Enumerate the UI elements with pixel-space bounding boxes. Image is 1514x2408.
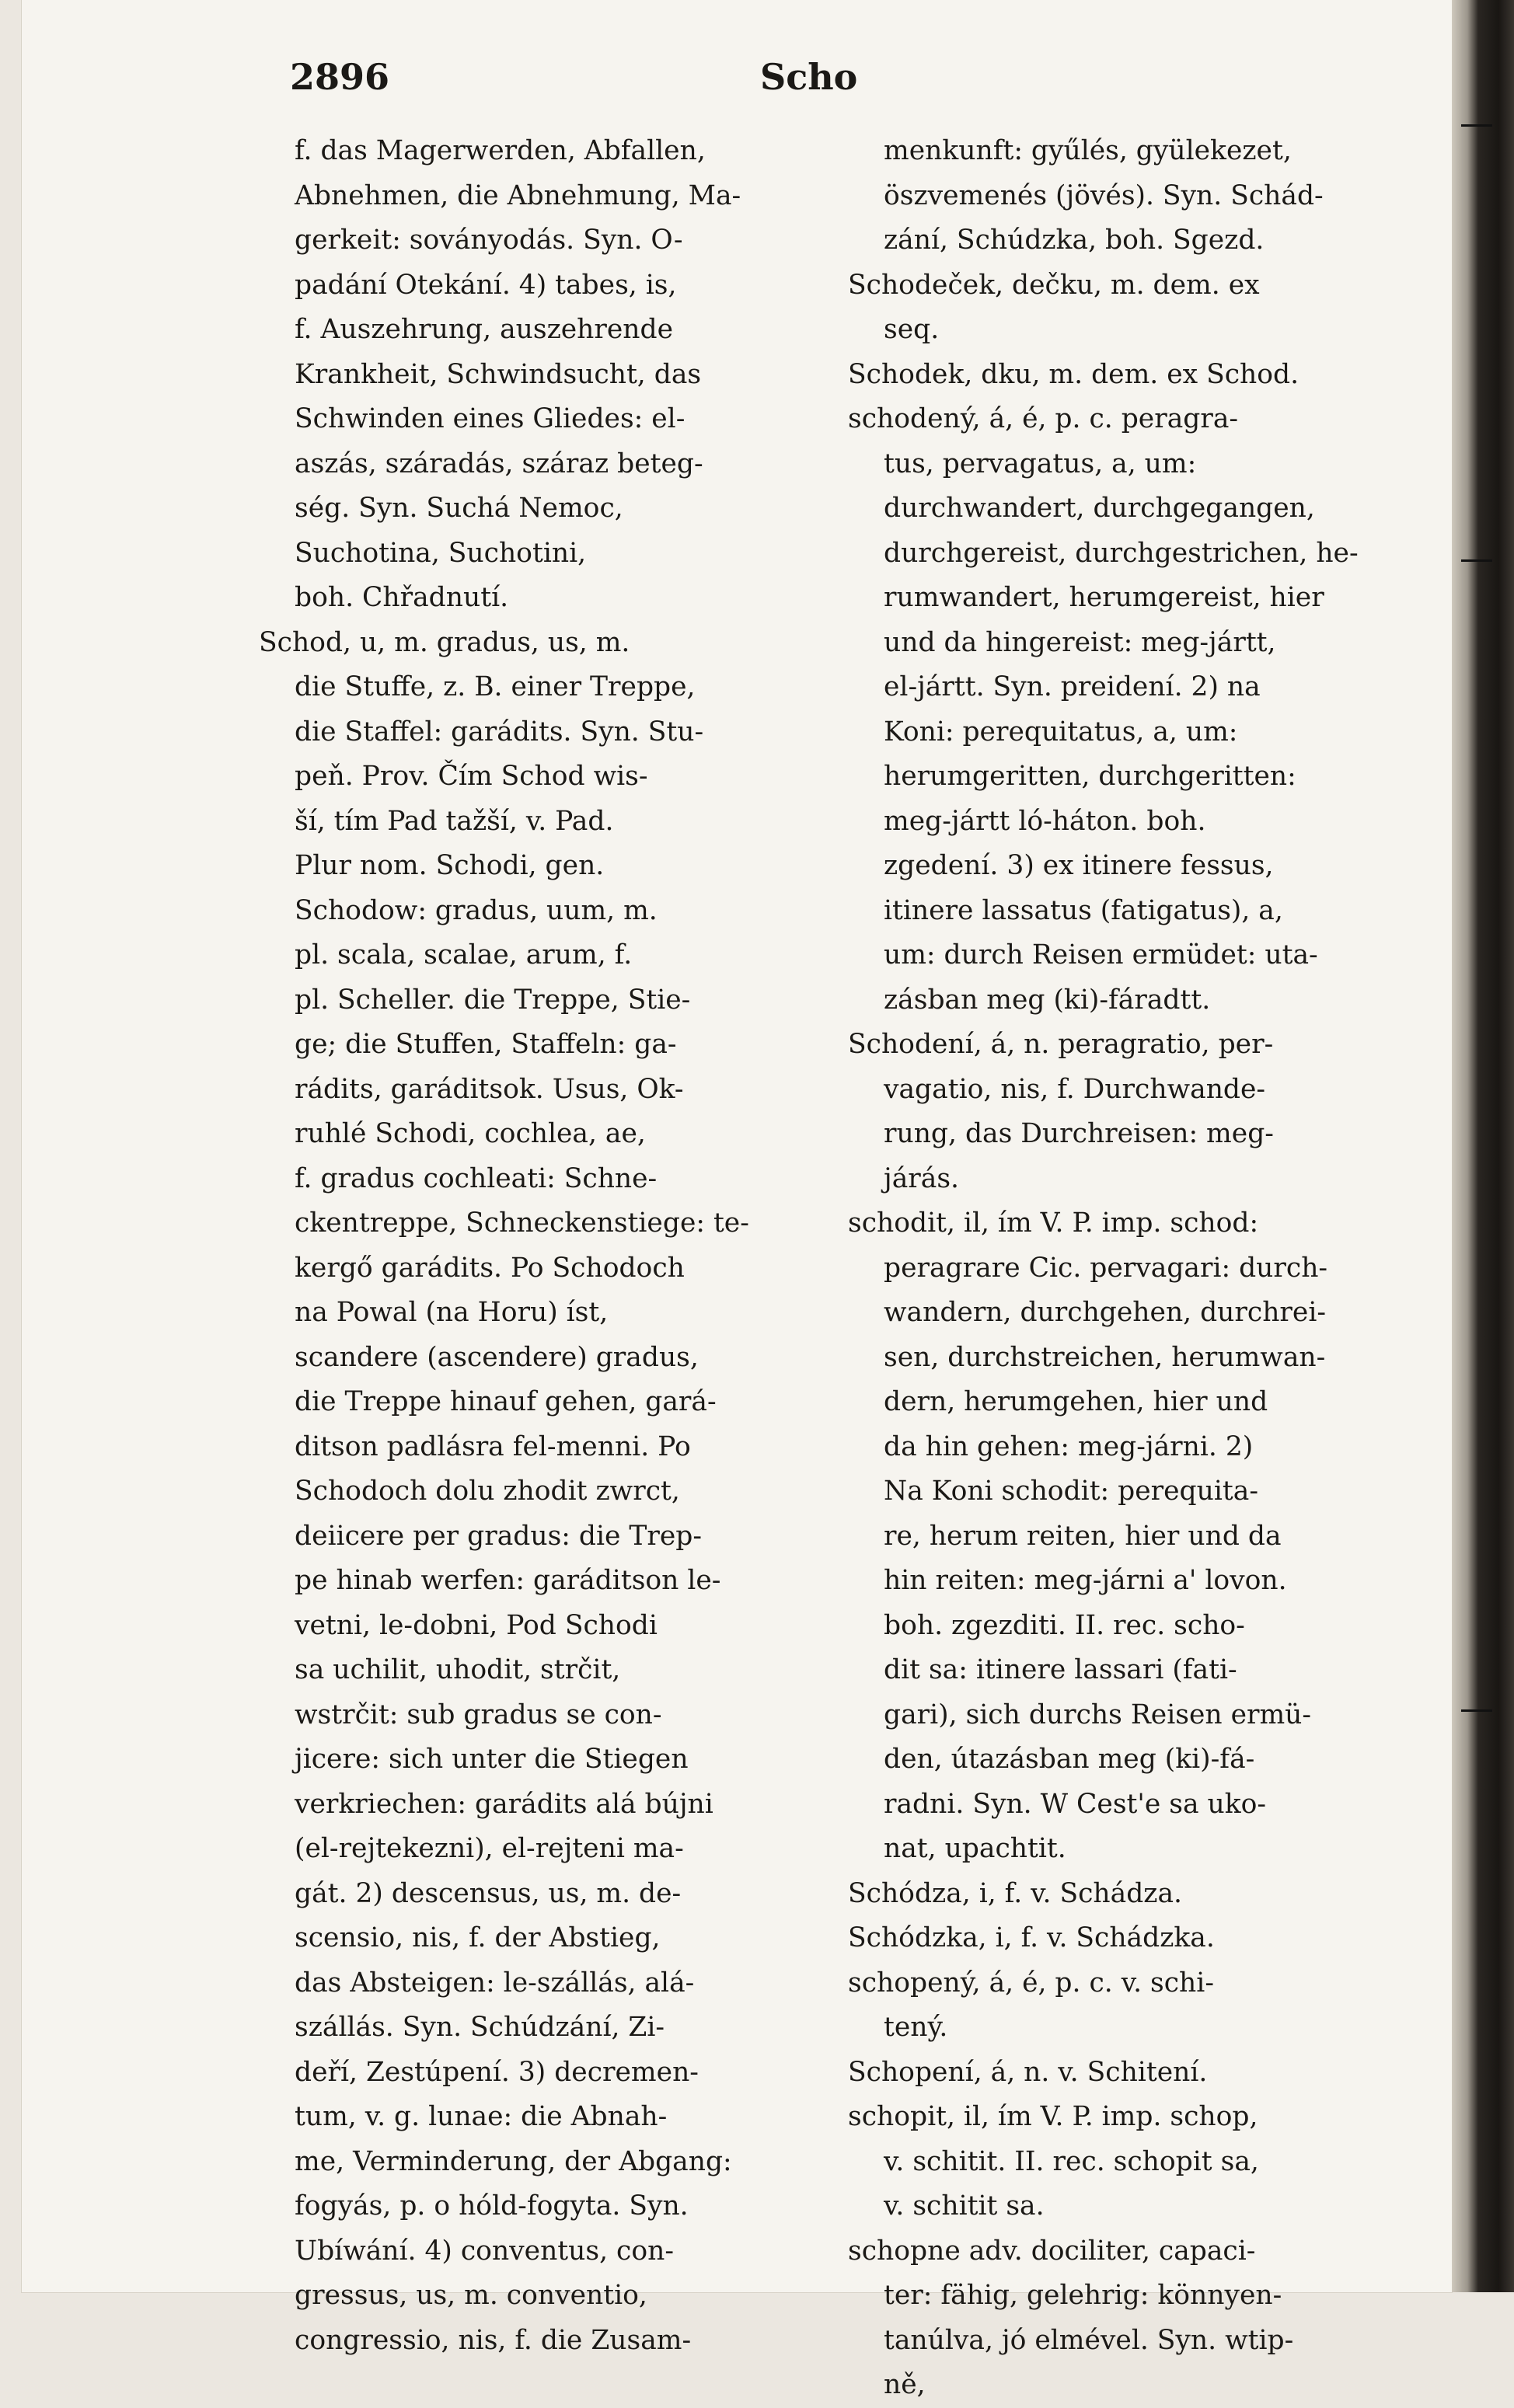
text-line: dit sa: itinere lassari (fati- (884, 1654, 1237, 1685)
text-line: f. das Magerwerden, Abfallen, (295, 135, 706, 166)
text-line: radni. Syn. W Cest'e sa uko- (884, 1788, 1267, 1820)
text-line: schopený, á, é, p. c. v. schi- (848, 1967, 1214, 1999)
text-line: Schwinden eines Gliedes: el- (295, 403, 685, 434)
text-line: járás. (884, 1162, 959, 1194)
text-line: gari), sich durchs Reisen ermü- (884, 1699, 1312, 1730)
text-line: wandern, durchgehen, durchrei- (884, 1297, 1327, 1328)
text-line: Ubíwání. 4) conventus, con- (295, 2235, 674, 2267)
text-line: Koni: perequitatus, a, um: (884, 716, 1238, 747)
text-line: und da hingereist: meg-jártt, (884, 626, 1276, 658)
text-line: öszvemenés (jövés). Syn. Schád- (884, 179, 1324, 211)
text-line: Krankheit, Schwindsucht, das (295, 358, 702, 390)
text-line: ter: fähig, gelehrig: könnyen- (884, 2280, 1282, 2311)
text-line: v. schitit. II. rec. schopit sa, (884, 2145, 1259, 2177)
text-line: Schodeček, dečku, m. dem. ex (848, 269, 1260, 301)
text-line: tanúlva, jó elmével. Syn. wtip- (884, 2324, 1294, 2356)
text-line: ší, tím Pad tažší, v. Pad. (295, 805, 614, 837)
text-line: v. schitit sa. (884, 2190, 1045, 2222)
text-line: scensio, nis, f. der Abstieg, (295, 1922, 661, 1953)
text-line: da hin gehen: meg-járni. 2) (884, 1431, 1254, 1462)
text-line: die Stuffe, z. B. einer Treppe, (295, 671, 696, 702)
text-line: szállás. Syn. Schúdzání, Zi- (295, 2012, 665, 2043)
text-line: nat, upachtit. (884, 1833, 1066, 1864)
text-line: rung, das Durchreisen: meg- (884, 1118, 1274, 1149)
edge-mark (1461, 124, 1492, 127)
text-line: menkunft: gyűlés, gyülekezet, (884, 135, 1292, 166)
text-line: Plur nom. Schodi, gen. (295, 850, 605, 881)
text-line: den, útazásban meg (ki)-fá- (884, 1744, 1255, 1775)
text-line: um: durch Reisen ermüdet: uta- (884, 939, 1318, 971)
text-line: itinere lassatus (fatigatus), a, (884, 894, 1283, 926)
running-head: Scho (760, 56, 858, 98)
text-line: ně, (884, 2369, 926, 2400)
text-line: schodený, á, é, p. c. peragra- (848, 403, 1239, 434)
text-line: ség. Syn. Suchá Nemoc, (295, 493, 623, 524)
text-line: zání, Schúdzka, boh. Sgezd. (884, 225, 1265, 256)
text-line: herumgeritten, durchgeritten: (884, 761, 1296, 792)
text-line: tum, v. g. lunae: die Abnah- (295, 2101, 668, 2132)
text-line: hin reiten: meg-járni a' lovon. (884, 1565, 1287, 1596)
text-line: pl. Scheller. die Treppe, Stie- (295, 984, 691, 1016)
text-line: ditson padlásra fel-menni. Po (295, 1431, 691, 1462)
text-line: die Staffel: garádits. Syn. Stu- (295, 716, 704, 747)
text-line: f. Auszehrung, auszehrende (295, 314, 674, 345)
text-line: Schodoch dolu zhodit zwrct, (295, 1476, 680, 1507)
book-spine-edge (1452, 0, 1514, 2292)
text-line: (el-rejtekezni), el-rejteni ma- (295, 1833, 684, 1864)
text-line: durchwandert, durchgegangen, (884, 493, 1315, 524)
text-line: vetni, le-dobni, Pod Schodi (295, 1609, 658, 1641)
text-line: Schopení, á, n. v. Schitení. (848, 2056, 1208, 2088)
text-line: Schodek, dku, m. dem. ex Schod. (848, 358, 1299, 390)
right-column (848, 129, 1392, 2400)
text-line: vagatio, nis, f. Durchwande- (884, 1073, 1266, 1105)
text-line: boh. Chřadnutí. (295, 582, 509, 613)
text-line: padání Otekání. 4) tabes, is, (295, 269, 677, 301)
text-line: Schodow: gradus, uum, m. (295, 894, 658, 926)
page-number: 2896 (290, 56, 390, 98)
text-line: Schod, u, m. gradus, us, m. (259, 626, 630, 658)
text-line: boh. zgezditi. II. rec. scho- (884, 1609, 1245, 1641)
text-line: zásban meg (ki)-fáradtt. (884, 984, 1211, 1016)
text-line: tený. (884, 2012, 948, 2043)
text-line: schopit, il, ím V. P. imp. schop, (848, 2101, 1258, 2132)
page-header (290, 56, 865, 110)
text-line: pe hinab werfen: garáditson le- (295, 1565, 721, 1596)
text-line: zgedení. 3) ex itinere fessus, (884, 850, 1274, 881)
text-line: dern, herumgehen, hier und (884, 1386, 1268, 1417)
text-line: die Treppe hinauf gehen, gará- (295, 1386, 717, 1417)
text-line: scandere (ascendere) gradus, (295, 1341, 699, 1373)
text-line: meg-jártt ló-háton. boh. (884, 805, 1206, 837)
text-line: gerkeit: soványodás. Syn. O- (295, 225, 683, 256)
text-line: Suchotina, Suchotini, (295, 537, 587, 569)
text-line: Schodení, á, n. peragratio, per- (848, 1029, 1274, 1060)
text-line: das Absteigen: le-szállás, alá- (295, 1967, 695, 1999)
text-line: sen, durchstreichen, herumwan- (884, 1341, 1326, 1373)
text-line: kergő garádits. Po Schodoch (295, 1252, 685, 1284)
text-line: deiicere per gradus: die Trep- (295, 1520, 703, 1552)
text-line: f. gradus cochleati: Schne- (295, 1162, 658, 1194)
text-line: wstrčit: sub gradus se con- (295, 1699, 662, 1730)
text-line: ge; die Stuffen, Staffeln: ga- (295, 1029, 677, 1060)
edge-mark (1461, 559, 1492, 562)
text-line: deří, Zestúpení. 3) decremen- (295, 2056, 699, 2088)
text-line: jicere: sich unter die Stiegen (295, 1744, 689, 1775)
text-line: na Powal (na Horu) íst, (295, 1297, 609, 1328)
text-line: aszás, száradás, száraz beteg- (295, 448, 703, 479)
text-line: ruhlé Schodi, cochlea, ae, (295, 1118, 646, 1149)
text-line: me, Verminderung, der Abgang: (295, 2145, 732, 2177)
text-line: seq. (884, 314, 940, 345)
text-line: schodit, il, ím V. P. imp. schod: (848, 1207, 1259, 1239)
text-line: pl. scala, scalae, arum, f. (295, 939, 633, 971)
text-line: fogyás, p. o hóld-fogyta. Syn. (295, 2190, 689, 2222)
text-line: verkriechen: garádits alá bújni (295, 1788, 713, 1820)
text-line: ckentreppe, Schneckenstiege: te- (295, 1207, 749, 1239)
text-line: rádits, garáditsok. Usus, Ok- (295, 1073, 684, 1105)
text-line: peragrare Cic. pervagari: durch- (884, 1252, 1328, 1284)
edge-mark (1461, 1709, 1492, 1712)
text-line: Abnehmen, die Abnehmung, Ma- (295, 179, 741, 211)
text-line: gressus, us, m. conventio, (295, 2280, 647, 2311)
text-line: el-jártt. Syn. preidení. 2) na (884, 671, 1261, 702)
text-line: gát. 2) descensus, us, m. de- (295, 1877, 682, 1909)
text-line: durchgereist, durchgestrichen, he- (884, 537, 1359, 569)
text-line: congressio, nis, f. die Zusam- (295, 2324, 692, 2356)
text-line: rumwandert, herumgereist, hier (884, 582, 1324, 613)
text-line: tus, pervagatus, a, um: (884, 448, 1197, 479)
text-line: schopne adv. dociliter, capaci- (848, 2235, 1256, 2267)
text-line: Na Koni schodit: perequita- (884, 1476, 1258, 1507)
dictionary-page (22, 0, 1452, 2400)
text-line: Schódza, i, f. v. Schádza. (848, 1877, 1183, 1909)
text-line: sa uchilit, uhodit, strčit, (295, 1654, 621, 1685)
text-line: peň. Prov. Čím Schod wis- (295, 761, 648, 792)
left-column (259, 129, 803, 2356)
text-line: re, herum reiten, hier und da (884, 1520, 1282, 1552)
text-line: Schódzka, i, f. v. Schádzka. (848, 1922, 1215, 1953)
